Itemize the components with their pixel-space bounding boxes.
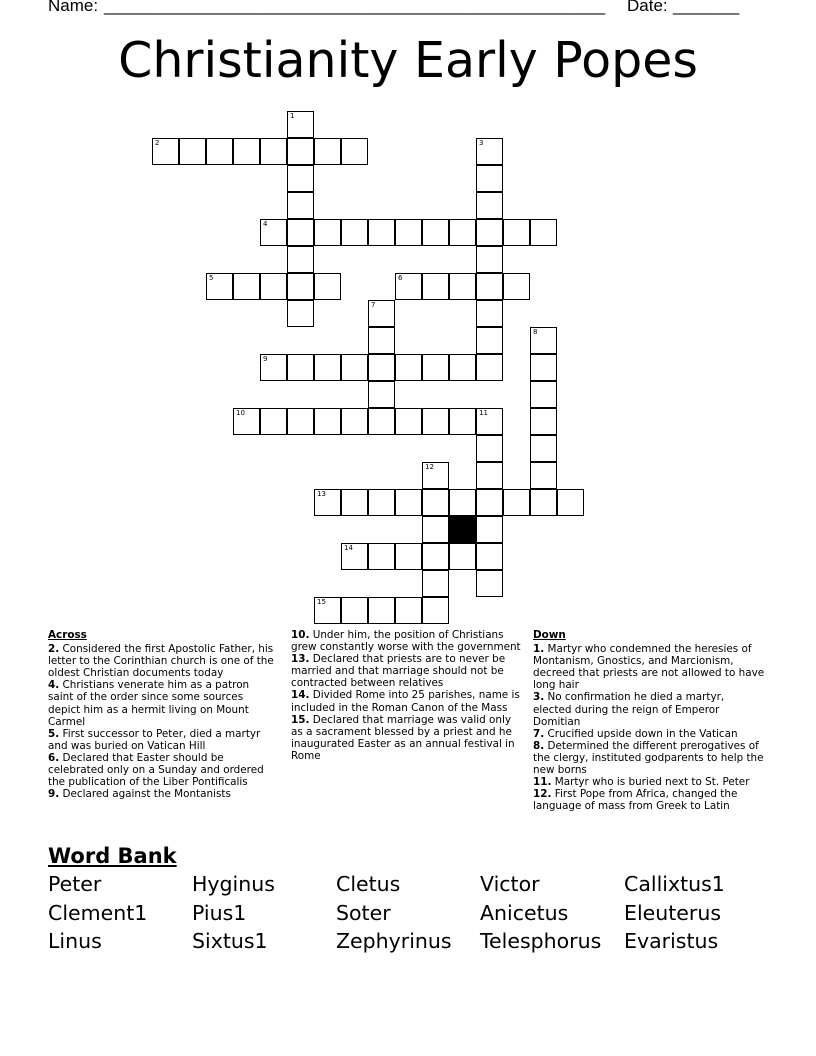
clue-across-9: 9. Declared against the Montanists [48, 788, 231, 801]
clue-across-4: 4. Christians venerate him as a patron saint of the order since some sources depict him as a hermit living on Mount Carmel [48, 679, 250, 728]
clue-down-11: 11. Martyr who is buried next to St. Peter [533, 776, 750, 789]
word-bank-item: Cletus [336, 872, 401, 896]
grid-cell[interactable] [260, 408, 287, 435]
word-bank-item: Eleuterus [624, 900, 722, 925]
grid-cell[interactable] [314, 273, 341, 300]
word-bank-title: Word Bank [48, 844, 177, 868]
grid-cell[interactable] [395, 597, 422, 624]
clue-down-1: 1. Martyr who condemned the heresies of Montanism, Gnostics, and Marcionism, decreed that priests are not allowed to have long hair [533, 643, 765, 692]
grid-cell[interactable] [530, 327, 557, 354]
grid-cell[interactable] [395, 219, 422, 246]
clue-number: 15 [317, 598, 326, 606]
grid-cell[interactable] [422, 516, 449, 543]
word-bank-item: Hyginus [192, 872, 275, 896]
grid-cell[interactable] [476, 192, 503, 219]
clue-number: 8 [533, 328, 538, 336]
grid-cell[interactable] [395, 543, 422, 570]
grid-cell[interactable] [341, 597, 368, 624]
grid-cell[interactable] [449, 408, 476, 435]
grid-cell[interactable] [287, 219, 314, 246]
grid-cell[interactable] [503, 489, 530, 516]
grid-cell[interactable] [233, 273, 260, 300]
grid-cell[interactable] [476, 462, 503, 489]
date-field[interactable]: _______ [673, 0, 740, 15]
grid-cell[interactable] [449, 273, 476, 300]
clue-down-12: 12. First Pope from Africa, changed the language of mass from Greek to Latin [533, 788, 738, 813]
grid-cell[interactable] [422, 354, 449, 381]
clue-number: 13 [317, 490, 326, 498]
word-bank-item: Victor [480, 872, 540, 896]
grid-cell[interactable] [287, 192, 314, 219]
grid-cell[interactable] [449, 354, 476, 381]
down-heading: Down [533, 629, 566, 641]
grid-cell[interactable] [422, 543, 449, 570]
word-bank-item: Pius1 [192, 900, 247, 925]
clue-number: 6 [398, 274, 403, 282]
grid-cell[interactable] [314, 354, 341, 381]
grid-cell[interactable] [449, 219, 476, 246]
grid-cell[interactable] [476, 165, 503, 192]
name-field[interactable]: _____________________________________________________ [104, 0, 606, 15]
grid-cell[interactable] [395, 354, 422, 381]
word-bank-item: Telesphorus [480, 929, 602, 953]
grid-cell[interactable] [368, 408, 395, 435]
clue-number: 9 [263, 355, 268, 363]
grid-cell[interactable] [476, 543, 503, 570]
grid-cell[interactable] [503, 219, 530, 246]
grid-cell[interactable] [233, 408, 260, 435]
header-line [48, 0, 768, 18]
grid-cell[interactable] [530, 462, 557, 489]
grid-cell[interactable] [314, 489, 341, 516]
word-bank-item: Peter [48, 872, 102, 896]
clue-across-6: 6. Declared that Easter should be celebrated only on a Sunday and ordered the publication of the Liber Pontificalis [48, 751, 264, 789]
grid-cell[interactable] [530, 219, 557, 246]
clue-number: 1 [290, 112, 295, 120]
clue-down-7: 7. Crucified upside down in the Vatican [533, 727, 738, 740]
clue-across-2: 2. Considered the first Apostolic Father, his letter to the Corinthian church is one of the oldest Christian documents today [48, 643, 274, 680]
grid-cell[interactable] [503, 273, 530, 300]
grid-cell[interactable] [368, 300, 395, 327]
word-bank-item: Linus [48, 929, 102, 953]
grid-cell[interactable] [368, 354, 395, 381]
word-bank-item: Evaristus [624, 929, 719, 953]
word-bank-item: Zephyrinus [336, 929, 452, 953]
grid-cell[interactable] [395, 273, 422, 300]
grid-cell[interactable] [530, 408, 557, 435]
clue-across-10: 10. Under him, the position of Christians grew constantly worse with the government [291, 629, 521, 654]
clue-number: 11 [479, 409, 488, 417]
clue-number: 3 [479, 139, 484, 147]
clue-number: 10 [236, 409, 245, 417]
clue-number: 14 [344, 544, 353, 552]
name-label: Name: [48, 0, 99, 15]
clue-across-5: 5. First successor to Peter, died a martyr and was buried on Vatican Hill [48, 727, 261, 752]
grid-cell[interactable] [233, 138, 260, 165]
grid-cell[interactable] [476, 219, 503, 246]
clue-across-15: 15. Declared that marriage was valid only as a sacrament blessed by a priest and he inaugurated Easter as an annual festival in Rome [291, 713, 515, 762]
clue-across-13: 13. Declared that priests are to never be married and that marriage should not be contracted between relatives [291, 653, 506, 690]
grid-cell[interactable] [341, 408, 368, 435]
grid-cell[interactable] [287, 138, 314, 165]
date-label: Date: [627, 0, 668, 15]
grid-cell[interactable] [395, 489, 422, 516]
clue-number: 5 [209, 274, 214, 282]
grid-cell[interactable] [422, 219, 449, 246]
down-clues-column [533, 629, 765, 812]
grid-cell[interactable] [476, 516, 503, 543]
grid-cell[interactable] [476, 300, 503, 327]
grid-cell[interactable] [314, 597, 341, 624]
grid-cell[interactable] [476, 273, 503, 300]
grid-cell[interactable] [476, 489, 503, 516]
grid-cell[interactable] [422, 408, 449, 435]
grid-cell[interactable] [260, 219, 287, 246]
grid-cell[interactable] [476, 435, 503, 462]
grid-cell[interactable] [287, 354, 314, 381]
grid-cell[interactable] [179, 138, 206, 165]
grid-cell[interactable] [530, 435, 557, 462]
grid-cell[interactable] [449, 543, 476, 570]
grid-cell[interactable] [287, 246, 314, 273]
word-bank-item: Callixtus1 [624, 872, 725, 896]
grid-cell[interactable] [422, 570, 449, 597]
grid-cell[interactable] [314, 138, 341, 165]
across-clues-column-2 [291, 629, 521, 762]
grid-cell[interactable] [422, 597, 449, 624]
grid-cell[interactable] [476, 246, 503, 273]
grid-cell[interactable] [287, 300, 314, 327]
grid-cell[interactable] [368, 489, 395, 516]
grid-cell[interactable] [476, 138, 503, 165]
grid-cell[interactable] [368, 219, 395, 246]
grid-cell[interactable] [287, 165, 314, 192]
grid-cell[interactable] [341, 489, 368, 516]
grid-cell[interactable] [314, 219, 341, 246]
grid-cell[interactable] [287, 408, 314, 435]
grid-cell[interactable] [557, 489, 584, 516]
black-cell [449, 516, 476, 543]
across-heading: Across [48, 629, 87, 641]
page-title: Christianity Early Popes [118, 32, 698, 89]
grid-cell[interactable] [260, 138, 287, 165]
clue-down-3: 3. No confirmation he died a martyr, elected during the reign of Emperor Domitian [533, 691, 725, 728]
grid-cell[interactable] [530, 489, 557, 516]
grid-cell[interactable] [368, 327, 395, 354]
grid-cell[interactable] [530, 381, 557, 408]
grid-cell[interactable] [368, 597, 395, 624]
grid-cell[interactable] [449, 489, 476, 516]
grid-cell[interactable] [530, 354, 557, 381]
clue-number: 2 [155, 139, 160, 147]
clue-number: 7 [371, 301, 376, 309]
grid-cell[interactable] [422, 489, 449, 516]
clue-across-14: 14. Divided Rome into 25 parishes, name is included in the Roman Canon of the Mass [291, 689, 520, 714]
grid-cell[interactable] [152, 138, 179, 165]
grid-cell[interactable] [341, 138, 368, 165]
word-bank-item: Sixtus1 [192, 929, 268, 953]
word-bank-item: Clement1 [48, 900, 148, 925]
clue-number: 12 [425, 463, 434, 471]
grid-cell[interactable] [287, 111, 314, 138]
clue-number: 4 [263, 220, 268, 228]
grid-cell[interactable] [341, 354, 368, 381]
grid-cell[interactable] [476, 327, 503, 354]
across-clues-column-1 [48, 629, 276, 800]
grid-cell[interactable] [368, 543, 395, 570]
grid-cell[interactable] [368, 381, 395, 408]
grid-cell[interactable] [260, 354, 287, 381]
grid-cell[interactable] [422, 462, 449, 489]
word-bank-item: Anicetus [480, 900, 569, 925]
grid-cell[interactable] [206, 273, 233, 300]
grid-cell[interactable] [341, 543, 368, 570]
grid-cell[interactable] [476, 408, 503, 435]
grid-cell[interactable] [476, 354, 503, 381]
word-bank-item: Soter [336, 900, 391, 925]
clue-down-8: 8. Determined the different prerogatives of the clergy, instituted godparents to help the new borns [533, 739, 764, 777]
grid-cell[interactable] [287, 273, 314, 300]
grid-cell[interactable] [206, 138, 233, 165]
grid-cell[interactable] [422, 273, 449, 300]
grid-cell[interactable] [395, 408, 422, 435]
grid-cell[interactable] [314, 408, 341, 435]
grid-cell[interactable] [341, 219, 368, 246]
grid-cell[interactable] [476, 570, 503, 597]
grid-cell[interactable] [260, 273, 287, 300]
